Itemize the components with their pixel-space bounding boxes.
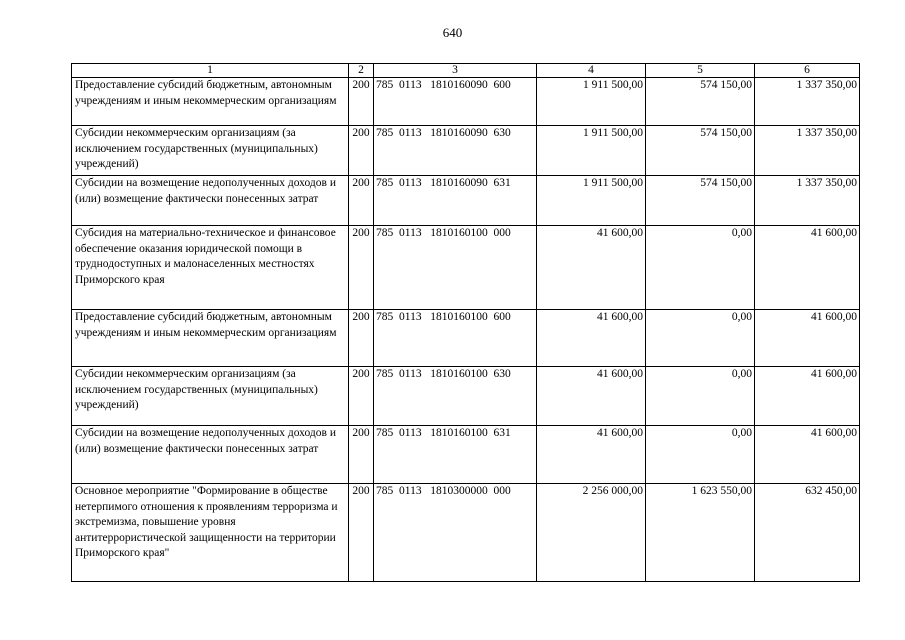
row-name: Субсидии на возмещение недополученных доходов и (или) возмещение фактически понесенных затрат <box>72 426 349 484</box>
row-col4: 1 911 500,00 <box>537 126 646 176</box>
row-col5: 574 150,00 <box>646 78 755 126</box>
row-code: 785 0113 1810160100 600 <box>374 310 537 367</box>
row-name: Предоставление субсидий бюджетным, автономным учреждениям и иным некоммерческим организациям <box>72 78 349 126</box>
row-col6: 632 450,00 <box>755 484 860 582</box>
row-col5: 574 150,00 <box>646 176 755 226</box>
row-col6: 41 600,00 <box>755 310 860 367</box>
row-col2: 200 <box>349 226 374 310</box>
row-col5: 0,00 <box>646 310 755 367</box>
budget-table <box>71 63 860 582</box>
row-name: Субсидия на материально-техническое и финансовое обеспечение оказания юридической помощи в труднодоступных и малонаселенных местностях Приморского края <box>72 226 349 310</box>
row-col2: 200 <box>349 310 374 367</box>
row-col5: 0,00 <box>646 226 755 310</box>
row-col5: 0,00 <box>646 367 755 426</box>
row-col2: 200 <box>349 78 374 126</box>
row-code: 785 0113 1810160100 000 <box>374 226 537 310</box>
row-col5: 0,00 <box>646 426 755 484</box>
row-name: Предоставление субсидий бюджетным, автономным учреждениям и иным некоммерческим организациям <box>72 310 349 367</box>
row-col6: 41 600,00 <box>755 367 860 426</box>
page-number: 640 <box>442 25 463 40</box>
table-row <box>72 367 860 426</box>
row-col6: 41 600,00 <box>755 426 860 484</box>
row-name: Основное мероприятие "Формирование в обществе нетерпимого отношения к проявлениям терроризма и экстремизма, повышение уровня антитеррористической защищенности на территории Приморского края" <box>72 484 349 582</box>
row-col4: 41 600,00 <box>537 367 646 426</box>
row-col6: 41 600,00 <box>755 226 860 310</box>
row-col2: 200 <box>349 126 374 176</box>
row-col2: 200 <box>349 426 374 484</box>
row-col4: 1 911 500,00 <box>537 78 646 126</box>
table-row <box>72 484 860 582</box>
table-row <box>72 176 860 226</box>
header-cell: 4 <box>537 64 646 78</box>
table-row <box>72 126 860 176</box>
row-col4: 41 600,00 <box>537 426 646 484</box>
row-col5: 1 623 550,00 <box>646 484 755 582</box>
row-col6: 1 337 350,00 <box>755 78 860 126</box>
row-name: Субсидии некоммерческим организациям (за исключением государственных (муниципальных) учреждений) <box>72 367 349 426</box>
row-code: 785 0113 1810160100 631 <box>374 426 537 484</box>
row-col2: 200 <box>349 176 374 226</box>
row-col6: 1 337 350,00 <box>755 126 860 176</box>
row-col2: 200 <box>349 367 374 426</box>
row-name: Субсидии некоммерческим организациям (за исключением государственных (муниципальных) учреждений) <box>72 126 349 176</box>
header-cell: 3 <box>374 64 537 78</box>
table-row <box>72 226 860 310</box>
table-row <box>72 78 860 126</box>
row-code: 785 0113 1810160090 600 <box>374 78 537 126</box>
row-col4: 1 911 500,00 <box>537 176 646 226</box>
table-row <box>72 310 860 367</box>
table-header-row <box>72 64 860 78</box>
row-code: 785 0113 1810160090 630 <box>374 126 537 176</box>
header-cell: 2 <box>349 64 374 78</box>
header-cell: 6 <box>755 64 860 78</box>
row-name: Субсидии на возмещение недополученных доходов и (или) возмещение фактически понесенных затрат <box>72 176 349 226</box>
row-code: 785 0113 1810160090 631 <box>374 176 537 226</box>
header-cell: 1 <box>72 64 349 78</box>
row-col6: 1 337 350,00 <box>755 176 860 226</box>
row-col4: 41 600,00 <box>537 310 646 367</box>
row-code: 785 0113 1810300000 000 <box>374 484 537 582</box>
row-code: 785 0113 1810160100 630 <box>374 367 537 426</box>
row-col4: 2 256 000,00 <box>537 484 646 582</box>
row-col5: 574 150,00 <box>646 126 755 176</box>
header-cell: 5 <box>646 64 755 78</box>
table-row <box>72 426 860 484</box>
row-col2: 200 <box>349 484 374 582</box>
row-col4: 41 600,00 <box>537 226 646 310</box>
